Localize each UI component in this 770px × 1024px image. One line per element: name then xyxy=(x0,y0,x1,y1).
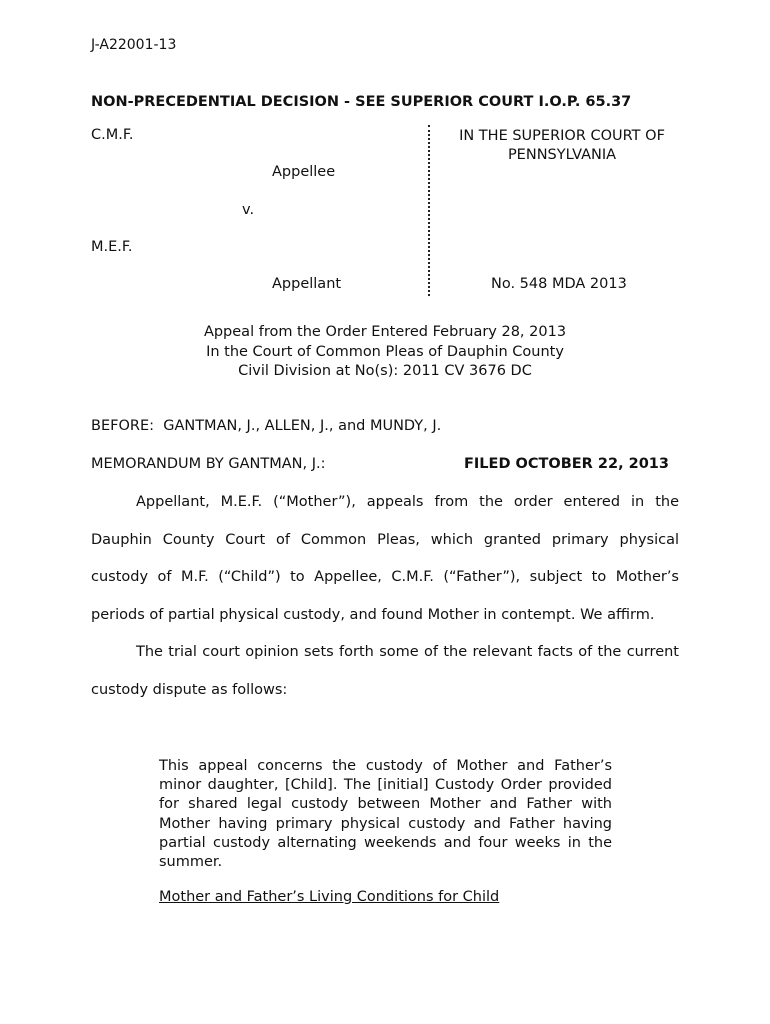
appellee-name: C.M.F. xyxy=(91,127,134,143)
appeal-from xyxy=(91,323,679,382)
paragraph-1: Appellant, M.E.F. (“Mother”), appeals from the order entered in the Dauphin County Court of Common Pleas, which granted primary physical custody of M.F. (“Child”) to Appellee, C.M.F. (“Father”), subject to Mother’s periods of partial physical custody, and found Mother in contempt. We affirm. xyxy=(91,494,679,623)
memorandum-author: MEMORANDUM BY GANTMAN, J.: xyxy=(91,456,326,472)
case-number: No. 548 MDA 2013 xyxy=(491,276,627,292)
appellant-role: Appellant xyxy=(272,276,342,292)
non-precedential-notice: NON-PRECEDENTIAL DECISION - SEE SUPERIOR COURT I.O.P. 65.37 xyxy=(91,94,632,110)
docket-id: J-A22001-13 xyxy=(91,37,177,53)
appeal-from-line2: In the Court of Common Pleas of Dauphin County xyxy=(206,343,564,360)
appellee-role: Appellee xyxy=(272,164,336,180)
caption-divider xyxy=(428,125,430,296)
appellant-name: M.E.F. xyxy=(91,239,133,255)
appeal-from-line3: Civil Division at No(s): 2011 CV 3676 DC xyxy=(238,363,532,379)
appeal-from-line1: Appeal from the Order Entered February 28, 2013 xyxy=(203,324,567,340)
paragraph-2: The trial court opinion sets forth some of the relevant facts of the current custody dispute as follows: xyxy=(91,644,679,698)
block-quote: This appeal concerns the custody of Mother and Father’s minor daughter, [Child]. The [initial] Custody Order provided for shared legal custody between Mother and Father with Mother having primary physical custody and Father having partial custody alternating weekends and four weeks in the summer. xyxy=(159,758,612,871)
court-name xyxy=(440,127,684,165)
versus: v. xyxy=(242,202,255,218)
court-name-line2: PENNSYLVANIA xyxy=(507,147,617,163)
panel-judges: BEFORE: GANTMAN, J., ALLEN, J., and MUNDY, J. xyxy=(91,418,442,434)
court-name-line1: IN THE SUPERIOR COURT OF xyxy=(459,128,665,144)
opinion-body xyxy=(91,484,679,709)
filed-date: FILED OCTOBER 22, 2013 xyxy=(464,456,669,472)
section-subheading: Mother and Father’s Living Conditions for Child xyxy=(159,889,500,905)
